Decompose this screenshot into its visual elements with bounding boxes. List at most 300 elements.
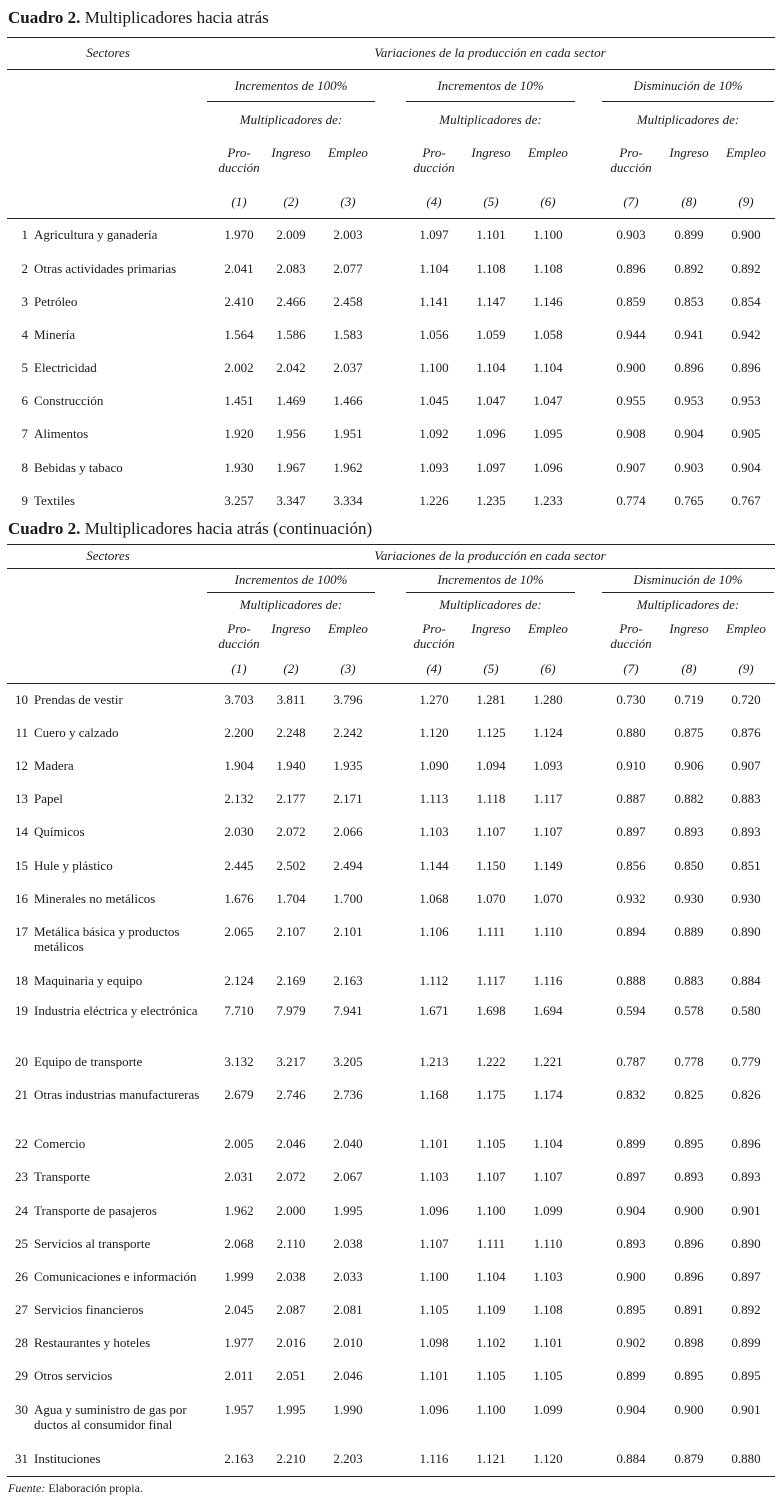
column-header <box>528 145 568 160</box>
table-cell: 0.887 <box>616 791 646 806</box>
table-cell: 1.047 <box>533 393 563 408</box>
table-cell: 2.110 <box>276 1236 306 1251</box>
column-label: Empleo <box>328 621 368 636</box>
table-cell: 1.100 <box>533 227 563 242</box>
table-cell: 1.118 <box>476 791 506 806</box>
table-cell: 1.930 <box>224 460 254 475</box>
table-cell: 0.901 <box>731 1402 761 1417</box>
table-cell: 1.093 <box>533 758 563 773</box>
table-cell: 0.889 <box>674 924 704 939</box>
row-number: 18 <box>15 973 28 988</box>
table-cell: 3.205 <box>333 1054 363 1069</box>
table-cell: 2.072 <box>276 824 306 839</box>
row-number: 1 <box>21 227 28 242</box>
table-cell: 0.856 <box>616 858 646 873</box>
row-number: 4 <box>21 327 28 342</box>
table-cell: 0.930 <box>674 891 704 906</box>
table-cell: 2.042 <box>276 360 306 375</box>
row-number: 30 <box>15 1402 28 1417</box>
table-cell: 1.112 <box>419 973 449 988</box>
table-cell: 0.904 <box>616 1402 646 1417</box>
sector-name: Otros servicios <box>34 1368 113 1383</box>
table-cell: 0.953 <box>731 393 761 408</box>
table-cell: 1.120 <box>419 725 449 740</box>
table-cell: 7.979 <box>276 1003 306 1018</box>
table-cell: 1.940 <box>276 758 306 773</box>
column-header <box>528 621 568 636</box>
table-cell: 1.100 <box>476 1203 506 1218</box>
column-label: Empleo <box>528 621 568 636</box>
group-header: Disminución de 10% <box>633 78 743 93</box>
table-cell: 2.067 <box>333 1169 363 1184</box>
row-number: 6 <box>21 393 28 408</box>
multiplicadores-label: Multiplicadores de: <box>239 597 343 612</box>
table-cell: 1.099 <box>533 1402 563 1417</box>
sector-name: Cuero y calzado <box>34 725 119 740</box>
row-number: 3 <box>21 294 28 309</box>
source-note <box>8 1481 143 1496</box>
table-cell: 1.104 <box>419 261 449 276</box>
table-cell: 1.097 <box>419 227 449 242</box>
sector-name: Otras actividades primarias <box>34 261 177 276</box>
table-cell: 1.059 <box>476 327 506 342</box>
sector-name: Restaurantes y hoteles <box>34 1335 151 1350</box>
table-cell: 1.175 <box>476 1087 506 1102</box>
column-number: (3) <box>340 194 356 209</box>
table1-header-rule <box>7 69 775 70</box>
column-header <box>471 145 510 160</box>
column-number: (5) <box>483 661 499 676</box>
table-cell: 1.103 <box>419 1169 449 1184</box>
table-cell: 0.719 <box>674 692 704 707</box>
table-cell: 1.093 <box>419 460 449 475</box>
column-header <box>610 145 651 175</box>
column-header <box>328 145 368 160</box>
table-cell: 0.892 <box>731 261 761 276</box>
table-cell: 2.163 <box>333 973 363 988</box>
table-cell: 1.104 <box>533 360 563 375</box>
table-cell: 1.117 <box>476 973 506 988</box>
table-cell: 0.580 <box>731 1003 761 1018</box>
table-cell: 0.942 <box>731 327 761 342</box>
row-number: 25 <box>15 1236 28 1251</box>
table-cell: 2.107 <box>276 924 306 939</box>
table-cell: 2.030 <box>224 824 254 839</box>
group-header: Incrementos de 10% <box>437 572 544 587</box>
row-number: 22 <box>15 1136 28 1151</box>
table-cell: 0.880 <box>616 725 646 740</box>
column-label: Ingreso <box>471 621 511 636</box>
table-cell: 1.116 <box>533 973 563 988</box>
column-label: Ingreso <box>669 621 709 636</box>
table-cell: 1.105 <box>476 1136 506 1151</box>
table-cell: 2.016 <box>276 1335 306 1350</box>
table-cell: 1.995 <box>333 1203 363 1218</box>
table-cell: 1.100 <box>476 1402 506 1417</box>
table-cell: 0.906 <box>674 758 704 773</box>
table-cell: 0.899 <box>616 1368 646 1383</box>
column-number: (2) <box>283 194 299 209</box>
table-cell: 1.100 <box>419 360 449 375</box>
table-cell: 2.445 <box>224 858 254 873</box>
table-cell: 1.105 <box>476 1368 506 1383</box>
table-cell: 1.962 <box>333 460 363 475</box>
table-cell: 1.107 <box>419 1236 449 1251</box>
table-cell: 1.099 <box>533 1203 563 1218</box>
table-cell: 1.174 <box>533 1087 563 1102</box>
table-cell: 0.955 <box>616 393 646 408</box>
table-cell: 3.347 <box>276 493 306 508</box>
column-header <box>218 145 259 175</box>
sector-name: Agricultura y ganadería <box>34 227 158 242</box>
table-cell: 1.995 <box>276 1402 306 1417</box>
table-cell: 1.168 <box>419 1087 449 1102</box>
table-cell: 2.065 <box>224 924 254 939</box>
source-text: Elaboración propia. <box>45 1481 143 1495</box>
table-cell: 0.896 <box>674 1269 704 1284</box>
table-cell: 1.967 <box>276 460 306 475</box>
table-cell: 0.897 <box>616 824 646 839</box>
table-cell: 0.893 <box>731 824 761 839</box>
column-number: (6) <box>540 194 556 209</box>
multiplicadores-label: Multiplicadores de: <box>439 597 542 612</box>
group-underline <box>207 101 375 102</box>
table-cell: 0.908 <box>616 426 646 441</box>
table-cell: 2.066 <box>333 824 363 839</box>
table-cell: 1.103 <box>419 824 449 839</box>
group-header: Incrementos de 100% <box>234 78 348 93</box>
table-cell: 3.811 <box>276 692 306 707</box>
table-cell: 1.704 <box>276 891 306 906</box>
table-cell: 1.090 <box>419 758 449 773</box>
table-cell: 1.962 <box>224 1203 254 1218</box>
column-number: (5) <box>483 194 499 209</box>
row-number: 2 <box>21 261 28 276</box>
table-cell: 1.586 <box>276 327 306 342</box>
table-cell: 0.900 <box>616 1269 646 1284</box>
column-number: (1) <box>231 194 247 209</box>
table-cell: 0.832 <box>616 1087 646 1102</box>
table-cell: 1.056 <box>419 327 449 342</box>
column-header <box>271 145 310 160</box>
table-cell: 0.904 <box>616 1203 646 1218</box>
table-label: Cuadro 2. <box>8 519 81 538</box>
table-cell: 1.141 <box>419 294 449 309</box>
table2-header-bottom-rule <box>7 683 775 684</box>
group-header: Incrementos de 100% <box>234 572 348 587</box>
table-cell: 1.583 <box>333 327 363 342</box>
table-cell: 1.101 <box>419 1136 449 1151</box>
table-cell: 2.163 <box>224 1451 254 1466</box>
table-cell: 0.594 <box>616 1003 646 1018</box>
table-cell: 1.281 <box>476 692 506 707</box>
table-cell: 2.679 <box>224 1087 254 1102</box>
table-cell: 2.038 <box>333 1236 363 1251</box>
table-cell: 1.103 <box>533 1269 563 1284</box>
sectores-header: Sectores <box>86 548 130 563</box>
sector-name: Servicios al transporte <box>34 1236 151 1251</box>
table2-bottom-rule <box>7 1476 775 1477</box>
multiplicadores-label: Multiplicadores de: <box>239 112 343 127</box>
table-cell: 0.893 <box>731 1169 761 1184</box>
table-cell: 2.041 <box>224 261 254 276</box>
table-cell: 2.003 <box>333 227 363 242</box>
table-cell: 0.890 <box>731 924 761 939</box>
table-cell: 1.469 <box>276 393 306 408</box>
table-cell: 1.094 <box>476 758 506 773</box>
table-cell: 2.005 <box>224 1136 254 1151</box>
table-cell: 1.149 <box>533 858 563 873</box>
table-cell: 1.101 <box>419 1368 449 1383</box>
table-cell: 1.700 <box>333 891 363 906</box>
table-cell: 2.736 <box>333 1087 363 1102</box>
table-cell: 1.045 <box>419 393 449 408</box>
column-number: (8) <box>681 661 697 676</box>
table-cell: 1.104 <box>533 1136 563 1151</box>
table-cell: 1.150 <box>476 858 506 873</box>
table-cell: 1.235 <box>476 493 506 508</box>
table-cell: 0.893 <box>616 1236 646 1251</box>
table-cell: 1.104 <box>476 1269 506 1284</box>
table-cell: 1.146 <box>533 294 563 309</box>
table-cell: 1.990 <box>333 1402 363 1417</box>
table-cell: 0.767 <box>731 493 761 508</box>
table-cell: 3.217 <box>276 1054 306 1069</box>
table-cell: 2.169 <box>276 973 306 988</box>
column-header <box>726 145 766 160</box>
table-cell: 1.144 <box>419 858 449 873</box>
table-cell: 0.899 <box>616 1136 646 1151</box>
column-number: (1) <box>231 661 247 676</box>
table-cell: 0.880 <box>731 1451 761 1466</box>
table-cell: 1.047 <box>476 393 506 408</box>
table-cell: 0.876 <box>731 725 761 740</box>
group-underline <box>406 101 575 102</box>
table-cell: 0.826 <box>731 1087 761 1102</box>
column-header <box>669 621 708 636</box>
table-cell: 1.096 <box>419 1203 449 1218</box>
table-cell: 2.000 <box>276 1203 306 1218</box>
sector-name: Transporte <box>34 1169 90 1184</box>
column-label: Ingreso <box>271 145 311 160</box>
sector-name: Construcción <box>34 393 104 408</box>
table-cell: 2.037 <box>333 360 363 375</box>
table-cell: 1.101 <box>533 1335 563 1350</box>
column-label: Pro- <box>619 621 643 636</box>
table-cell: 0.899 <box>674 227 704 242</box>
table-cell: 2.038 <box>276 1269 306 1284</box>
table-cell: 1.116 <box>419 1451 449 1466</box>
table-cell: 0.895 <box>674 1368 704 1383</box>
table-cell: 0.901 <box>731 1203 761 1218</box>
sector-name: Agua y suministro de gas por ductos al consumidor final <box>34 1402 187 1432</box>
table-cell: 1.107 <box>533 824 563 839</box>
table-cell: 0.900 <box>674 1203 704 1218</box>
table-cell: 0.930 <box>731 891 761 906</box>
table-cell: 2.009 <box>276 227 306 242</box>
table-cell: 0.765 <box>674 493 704 508</box>
table2-title <box>8 519 372 539</box>
table-cell: 0.900 <box>616 360 646 375</box>
column-label: ducción <box>218 160 260 175</box>
column-header <box>271 621 310 636</box>
table-cell: 1.101 <box>476 227 506 242</box>
table-cell: 2.242 <box>333 725 363 740</box>
row-number: 7 <box>21 426 28 441</box>
source-label: Fuente: <box>8 1481 46 1495</box>
multiplicadores-label: Multiplicadores de: <box>636 597 740 612</box>
row-number: 21 <box>15 1087 28 1102</box>
column-number: (7) <box>623 194 639 209</box>
column-header <box>610 621 651 651</box>
table-cell: 0.894 <box>616 924 646 939</box>
variaciones-header: Variaciones de la producción en cada sector <box>374 548 606 563</box>
column-number: (9) <box>738 661 754 676</box>
table-cell: 3.132 <box>224 1054 254 1069</box>
table-cell: 1.226 <box>419 493 449 508</box>
table-cell: 2.010 <box>333 1335 363 1350</box>
table-cell: 0.896 <box>731 1136 761 1151</box>
table-cell: 2.101 <box>333 924 363 939</box>
table-cell: 2.081 <box>333 1302 363 1317</box>
table-cell: 1.117 <box>533 791 563 806</box>
column-number: (7) <box>623 661 639 676</box>
table-cell: 1.676 <box>224 891 254 906</box>
table2-top-rule <box>7 544 775 545</box>
sector-name: Alimentos <box>34 426 89 441</box>
table-cell: 1.671 <box>419 1003 449 1018</box>
column-label: Pro- <box>619 145 643 160</box>
sector-name: Industria eléctrica y electrónica <box>34 1003 198 1018</box>
column-label: Pro- <box>227 621 251 636</box>
table-cell: 1.058 <box>533 327 563 342</box>
column-number: (6) <box>540 661 556 676</box>
column-label: ducción <box>610 636 652 651</box>
variaciones-header: Variaciones de la producción en cada sector <box>374 45 606 60</box>
table-cell: 0.853 <box>674 294 704 309</box>
sector-name: Servicios financieros <box>34 1302 144 1317</box>
row-number: 19 <box>15 1003 28 1018</box>
table-cell: 1.109 <box>476 1302 506 1317</box>
table-cell: 0.778 <box>674 1054 704 1069</box>
table-cell: 0.884 <box>616 1451 646 1466</box>
table-cell: 0.907 <box>731 758 761 773</box>
table-caption: Multiplicadores hacia atrás (continuación) <box>80 519 373 538</box>
table-cell: 2.077 <box>333 261 363 276</box>
table-cell: 1.110 <box>533 1236 563 1251</box>
table-cell: 1.105 <box>533 1368 563 1383</box>
table-caption: Multiplicadores hacia atrás <box>80 8 269 27</box>
table-cell: 0.897 <box>616 1169 646 1184</box>
group-header: Disminución de 10% <box>633 572 743 587</box>
table1-header-bottom-rule <box>7 218 775 219</box>
sector-name: Químicos <box>34 824 85 839</box>
table-cell: 2.132 <box>224 791 254 806</box>
table-cell: 1.920 <box>224 426 254 441</box>
table-cell: 0.903 <box>616 227 646 242</box>
table-cell: 1.104 <box>476 360 506 375</box>
table-cell: 0.904 <box>674 426 704 441</box>
table-cell: 0.898 <box>674 1335 704 1350</box>
table-cell: 7.710 <box>224 1003 254 1018</box>
table-cell: 0.905 <box>731 426 761 441</box>
table-cell: 1.095 <box>533 426 563 441</box>
table-cell: 0.883 <box>731 791 761 806</box>
table-cell: 1.111 <box>476 1236 506 1251</box>
column-label: Empleo <box>528 145 568 160</box>
table-cell: 1.096 <box>419 1402 449 1417</box>
sectores-header: Sectores <box>86 45 130 60</box>
row-number: 29 <box>15 1368 28 1383</box>
table-cell: 1.097 <box>476 460 506 475</box>
row-number: 27 <box>15 1302 28 1317</box>
table-cell: 0.730 <box>616 692 646 707</box>
table-cell: 1.124 <box>533 725 563 740</box>
table-cell: 1.120 <box>533 1451 563 1466</box>
row-number: 23 <box>15 1169 28 1184</box>
table-cell: 2.410 <box>224 294 254 309</box>
column-number: (9) <box>738 194 754 209</box>
table-cell: 1.110 <box>533 924 563 939</box>
sector-name: Maquinaria y equipo <box>34 973 143 988</box>
table-cell: 1.270 <box>419 692 449 707</box>
table-cell: 2.502 <box>276 858 306 873</box>
column-number: (2) <box>283 661 299 676</box>
table-cell: 1.951 <box>333 426 363 441</box>
column-label: Pro- <box>422 145 446 160</box>
row-number: 13 <box>15 791 28 806</box>
table-cell: 0.896 <box>731 360 761 375</box>
table-cell: 7.941 <box>333 1003 363 1018</box>
table2-header-rule <box>7 568 775 569</box>
column-number: (8) <box>681 194 697 209</box>
table-cell: 0.953 <box>674 393 704 408</box>
sector-name: Textiles <box>34 493 75 508</box>
table-cell: 1.233 <box>533 493 563 508</box>
table-cell: 0.890 <box>731 1236 761 1251</box>
multiplicadores-label: Multiplicadores de: <box>439 112 542 127</box>
table-cell: 1.096 <box>476 426 506 441</box>
group-header: Incrementos de 10% <box>437 78 544 93</box>
table-cell: 0.720 <box>731 692 761 707</box>
column-header <box>218 621 259 651</box>
table-cell: 1.694 <box>533 1003 563 1018</box>
column-header <box>726 621 766 636</box>
table-cell: 2.171 <box>333 791 363 806</box>
group-underline <box>602 592 774 593</box>
group-underline <box>602 101 774 102</box>
row-number: 5 <box>21 360 28 375</box>
column-header <box>413 145 454 175</box>
sector-name: Comercio <box>34 1136 86 1151</box>
sector-name: Minería <box>34 327 76 342</box>
table-cell: 1.221 <box>533 1054 563 1069</box>
table-cell: 1.977 <box>224 1335 254 1350</box>
sector-name: Instituciones <box>34 1451 101 1466</box>
table-cell: 0.932 <box>616 891 646 906</box>
sector-name: Petróleo <box>34 294 78 309</box>
table-cell: 2.011 <box>224 1368 254 1383</box>
table-cell: 2.046 <box>276 1136 306 1151</box>
table1-top-rule <box>7 37 775 38</box>
table-cell: 2.002 <box>224 360 254 375</box>
table-cell: 1.102 <box>476 1335 506 1350</box>
table-cell: 3.257 <box>224 493 254 508</box>
table-cell: 1.125 <box>476 725 506 740</box>
table-cell: 0.892 <box>731 1302 761 1317</box>
group-underline <box>406 592 575 593</box>
table-cell: 1.096 <box>533 460 563 475</box>
